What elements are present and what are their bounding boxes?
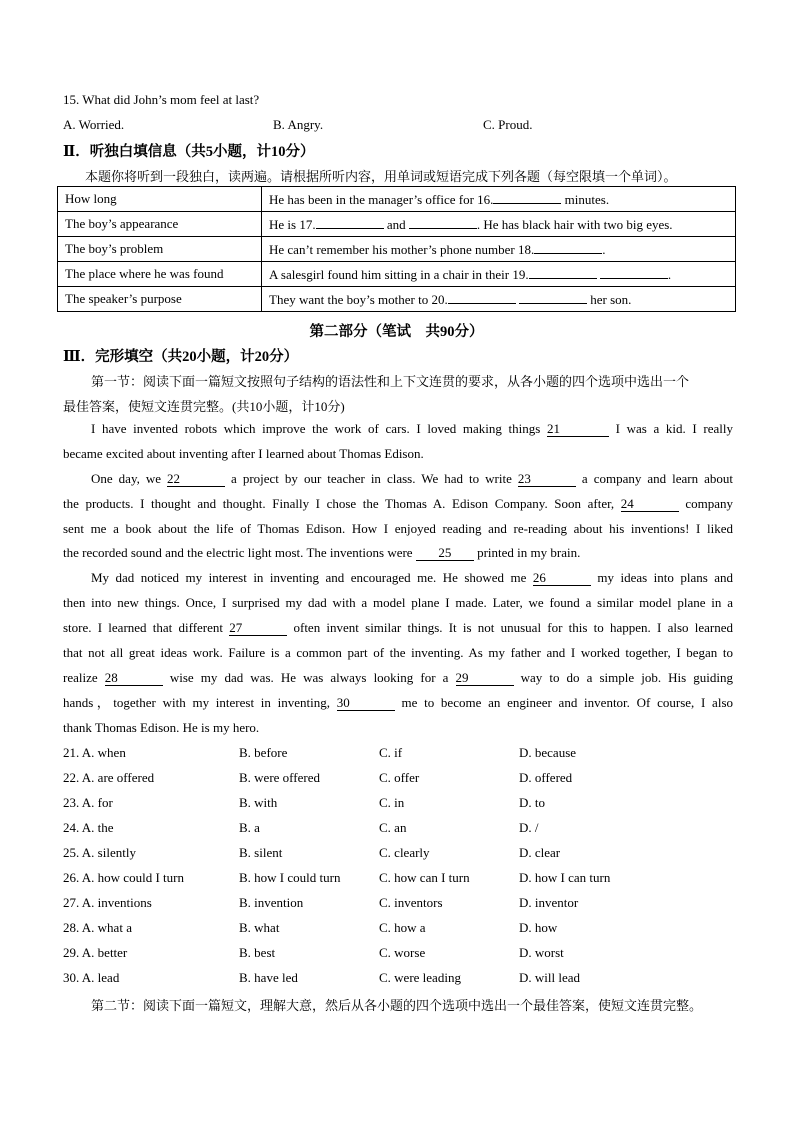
table-row xyxy=(58,187,736,212)
answer-blank-19a[interactable] xyxy=(529,266,597,279)
option-b[interactable]: B. how I could turn xyxy=(239,870,341,885)
option-b[interactable]: B. were offered xyxy=(239,770,320,785)
option-a[interactable]: 23. A. for xyxy=(63,795,113,810)
row-content: He can’t remember his mother’s phone number 18. . xyxy=(262,237,736,262)
option-b[interactable]: B. a xyxy=(239,820,260,835)
option-a[interactable]: 25. A. silently xyxy=(63,845,136,860)
option-c[interactable]: C. in xyxy=(379,795,405,810)
q15-option-a: A. Worried. xyxy=(63,117,125,132)
row-content: He is 17. and . He has black hair with two big eyes. xyxy=(262,212,736,237)
option-c[interactable]: C. were leading xyxy=(379,970,461,985)
answer-blank-18[interactable] xyxy=(534,241,602,254)
section-3-instruction-line1: 第一节：阅读下面一篇短文按照句子结构的语法性和上下文连贯的要求，从各小题的四个选项中选出一个 xyxy=(91,374,690,389)
options-row-29 xyxy=(63,945,743,970)
cloze-blank-26[interactable]: 26 xyxy=(533,571,591,586)
cloze-blank-22[interactable]: 22 xyxy=(167,472,225,487)
option-d[interactable]: D. inventor xyxy=(519,895,579,910)
answer-blank-20b[interactable] xyxy=(519,291,587,304)
option-a[interactable]: 27. A. inventions xyxy=(63,895,152,910)
cloze-blank-23[interactable]: 23 xyxy=(518,472,576,487)
row-label: The boy’s appearance xyxy=(58,212,262,237)
cloze-blank-21[interactable]: 21 xyxy=(547,422,609,437)
options-row-28 xyxy=(63,920,743,945)
option-c[interactable]: C. worse xyxy=(379,945,426,960)
option-d[interactable]: D. will lead xyxy=(519,970,581,985)
section-3-instruction-line2: 最佳答案，使短文连贯完整。(共10小题，计10分) xyxy=(63,399,345,414)
row-content: They want the boy’s mother to 20. her son. xyxy=(262,287,736,312)
option-d[interactable]: D. worst xyxy=(519,945,564,960)
cloze-blank-29[interactable]: 29 xyxy=(456,671,514,686)
option-d[interactable]: D. clear xyxy=(519,845,561,860)
option-d[interactable]: D. how I can turn xyxy=(519,870,611,885)
option-c[interactable]: C. how a xyxy=(379,920,426,935)
option-b[interactable]: B. best xyxy=(239,945,276,960)
cloze-blank-24[interactable]: 24 xyxy=(621,497,679,512)
cloze-blank-27[interactable]: 27 xyxy=(229,621,287,636)
row-label: How long xyxy=(58,187,262,212)
option-b[interactable]: B. before xyxy=(239,745,288,760)
option-b[interactable]: B. what xyxy=(239,920,280,935)
option-b[interactable]: B. have led xyxy=(239,970,298,985)
row-label: The boy’s problem xyxy=(58,237,262,262)
options-row-21 xyxy=(63,745,743,770)
part-2-title: 第二部分（笔试 共90分） xyxy=(309,324,484,340)
q15-option-b: B. Angry. xyxy=(273,117,324,132)
option-d[interactable]: D. offered xyxy=(519,770,573,785)
options-row-27 xyxy=(63,895,743,920)
option-a[interactable]: 24. A. the xyxy=(63,820,114,835)
option-d[interactable]: D. because xyxy=(519,745,577,760)
row-content: A salesgirl found him sitting in a chair in their 19. . xyxy=(262,262,736,287)
option-b[interactable]: B. invention xyxy=(239,895,304,910)
table-row xyxy=(58,237,736,262)
option-c[interactable]: C. offer xyxy=(379,770,420,785)
table-row xyxy=(58,287,736,312)
cloze-passage: I have invented robots which improve the work of cars. I loved making things 21 I was a kid. I really became excited about inventing after I learned about Thomas Edison. One day, we 22 a project by our teacher in class. We had to write 23 a company and learn about the products. I thought and thought. Finally I chose the Thomas A. Edison Company. Soon after, 24 company sent me a book about the life of Thomas Edison. How I enjoyed reading and re-reading about his inventions! I liked the recorded sound and the electric light most. The inventions were 25 printed in my brain. My dad noticed my interest in inventing and encouraged me. He showed me 26 my ideas into plans and then into new things. Once, I surprised my dad with a model plane I made. Later, we found a similar model plane in a store. I learned that different 27 often invent similar things. It is not unusual for this to happen. I also learned that not all great ideas work. Failure is a common part of the inventing. As my father and I worked together, I began to realize 28 wise my dad was. He was always looking for a 29 way to do a simple job. His guiding hands，together with my interest in inventing, 30 me to become an engineer and inventor. Of course, I also thank Thomas Edison. He is my hero. xyxy=(63,421,734,735)
option-d[interactable]: D. / xyxy=(519,820,539,835)
options-row-30 xyxy=(63,970,743,995)
option-a[interactable]: 26. A. how could I turn xyxy=(63,870,184,885)
answer-blank-19b[interactable] xyxy=(600,266,668,279)
option-c[interactable]: C. if xyxy=(379,745,403,760)
question-15: 15. What did John’s mom feel at last? xyxy=(63,92,260,107)
answer-blank-16[interactable] xyxy=(493,191,561,204)
option-a[interactable]: 30. A. lead xyxy=(63,970,120,985)
row-content: He has been in the manager’s office for 16. minutes. xyxy=(262,187,736,212)
listening-info-table xyxy=(57,186,736,312)
option-b[interactable]: B. with xyxy=(239,795,278,810)
answer-blank-17a[interactable] xyxy=(316,216,384,229)
q15-option-c: C. Proud. xyxy=(483,117,533,132)
answer-blank-20a[interactable] xyxy=(448,291,516,304)
options-row-24 xyxy=(63,820,743,845)
row-label: The place where he was found xyxy=(58,262,262,287)
section-2-title: Ⅱ．听独白填信息（共5小题，计10分） xyxy=(63,144,315,160)
option-a[interactable]: 22. A. are offered xyxy=(63,770,155,785)
option-c[interactable]: C. how can I turn xyxy=(379,870,470,885)
options-row-22 xyxy=(63,770,743,795)
options-row-25 xyxy=(63,845,743,870)
option-a[interactable]: 29. A. better xyxy=(63,945,128,960)
table-row xyxy=(58,262,736,287)
options-row-26 xyxy=(63,870,743,895)
table-row xyxy=(58,212,736,237)
option-c[interactable]: C. inventors xyxy=(379,895,443,910)
option-c[interactable]: C. an xyxy=(379,820,407,835)
option-a[interactable]: 21. A. when xyxy=(63,745,126,760)
option-a[interactable]: 28. A. what a xyxy=(63,920,132,935)
option-c[interactable]: C. clearly xyxy=(379,845,430,860)
cloze-blank-25[interactable]: 25 xyxy=(416,546,474,561)
option-b[interactable]: B. silent xyxy=(239,845,283,860)
answer-blank-17b[interactable] xyxy=(409,216,477,229)
cloze-blank-28[interactable]: 28 xyxy=(105,671,163,686)
section-3-title: Ⅲ．完形填空（共20小题，计20分） xyxy=(63,349,299,365)
options-row-23 xyxy=(63,795,743,820)
row-label: The speaker’s purpose xyxy=(58,287,262,312)
cloze-blank-30[interactable]: 30 xyxy=(337,696,395,711)
option-d[interactable]: D. how xyxy=(519,920,558,935)
section-2-instruction: 本题你将听到一段独白，读两遍。请根据所听内容，用单词或短语完成下列各题（每空限填一个单词）。 xyxy=(85,169,677,184)
option-d[interactable]: D. to xyxy=(519,795,545,810)
section-3-part2-instruction: 第二节：阅读下面一篇短文，理解大意，然后从各小题的四个选项中选出一个最佳答案，使短文连贯完整。 xyxy=(91,998,703,1013)
